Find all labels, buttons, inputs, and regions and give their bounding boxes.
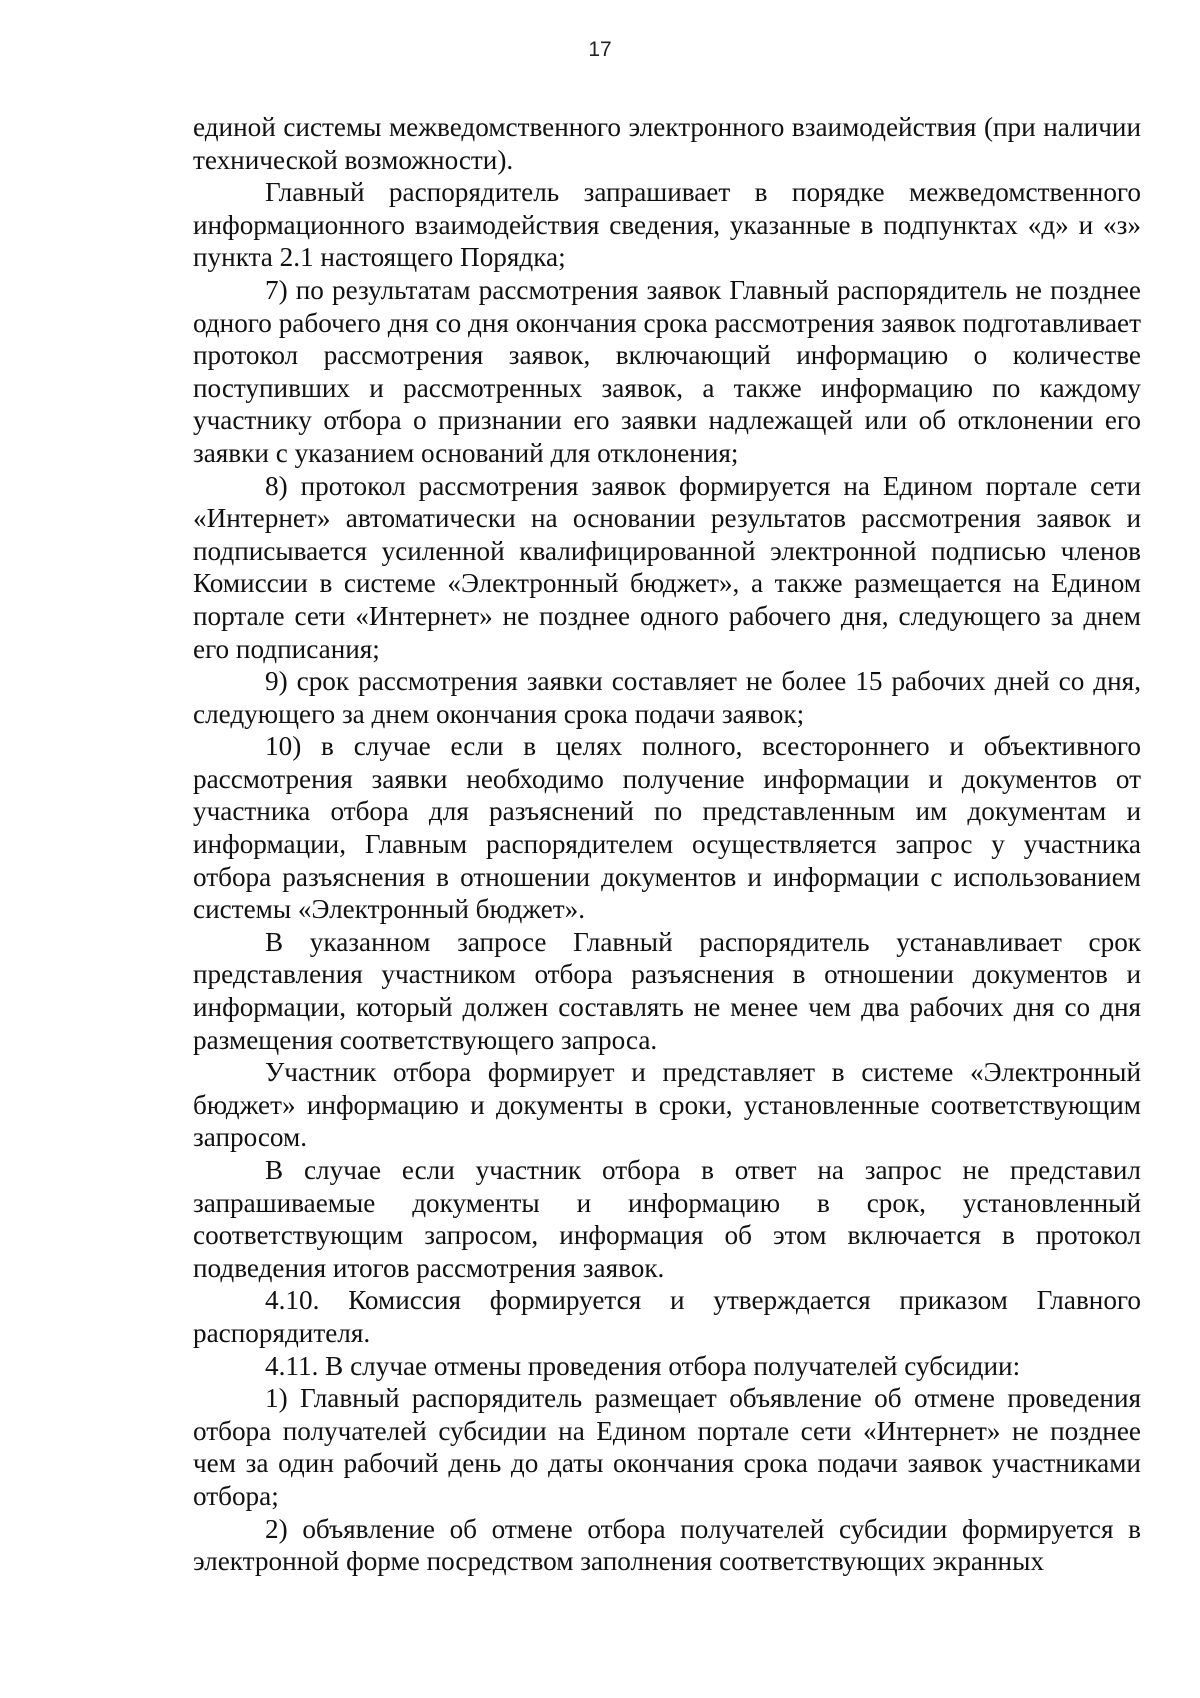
paragraph: 7) по результатам рассмотрения заявок Главный распорядитель не позднее одного рабочего дня со дня окончания срока рассмотрения заявок подготавливает протокол рассмотрения заявок, включающий информацию о количестве поступивших и рассмотренных заявок, а также информацию по каждому участнику отбора о признании его заявки надлежащей или об отклонении его заявки с указанием оснований для отклонения; [193, 274, 1141, 468]
paragraph: В указанном запросе Главный распорядитель устанавливает срок представления участником отбора разъяснения в отношении документов и информации, который должен составлять не менее чем два рабочих дня со дня размещения соответствующего запроса. [193, 926, 1141, 1055]
paragraph: Главный распорядитель запрашивает в порядке межведомственного информационного взаимодействия сведения, указанные в подпунктах «д» и «з» пункта 2.1 настоящего Порядка; [193, 177, 1141, 273]
paragraph: 4.11. В случае отмены проведения отбора получателей субсидии: [265, 1350, 1021, 1381]
paragraph: Участник отбора формирует и представляет в системе «Электронный бюджет» информацию и документы в сроки, установленные соответствующим запросом. [193, 1057, 1141, 1153]
paragraph: 9) срок рассмотрения заявки составляет не более 15 рабочих дней со дня, следующего за днем окончания срока подачи заявок; [193, 666, 1141, 729]
document-body [193, 111, 1141, 1578]
paragraph: 4.10. Комиссия формируется и утверждается приказом Главного распорядителя. [193, 1285, 1141, 1348]
paragraph: В случае если участник отбора в ответ на запрос не представил запрашиваемые документы и информацию в срок, установленный соответствующим запросом, информация об этом включается в протокол подведения итогов рассмотрения заявок. [193, 1155, 1141, 1283]
paragraph: 8) протокол рассмотрения заявок формируется на Едином портале сети «Интернет» автоматически на основании результатов рассмотрения заявок и подписывается усиленной квалифицированной электронной подписью членов Комиссии в системе «Электронный бюджет», а также размещается на Едином портале сети «Интернет» не позднее одного рабочего дня, следующего за днем его подписания; [193, 470, 1141, 664]
paragraph: 1) Главный распорядитель размещает объявление об отмене проведения отбора получателей субсидии на Едином портале сети «Интернет» не позднее чем за один рабочий день до даты окончания срока подачи заявок участниками отбора; [193, 1383, 1141, 1511]
paragraph: 10) в случае если в целях полного, всестороннего и объективного рассмотрения заявки необходимо получение информации и документов от участника отбора для разъяснений по представленным им документам и информации, Главным распорядителем осуществляется запрос у участника отбора разъяснения в отношении документов и информации с использованием системы «Электронный бюджет». [193, 731, 1141, 925]
paragraph: единой системы межведомственного электронного взаимодействия (при наличии технической возможности). [193, 112, 1141, 175]
paragraph: 2) объявление об отмене отбора получателей субсидии формируется в электронной форме посредством заполнения соответствующих экранных [193, 1513, 1141, 1577]
page-number: 17 [588, 38, 612, 61]
